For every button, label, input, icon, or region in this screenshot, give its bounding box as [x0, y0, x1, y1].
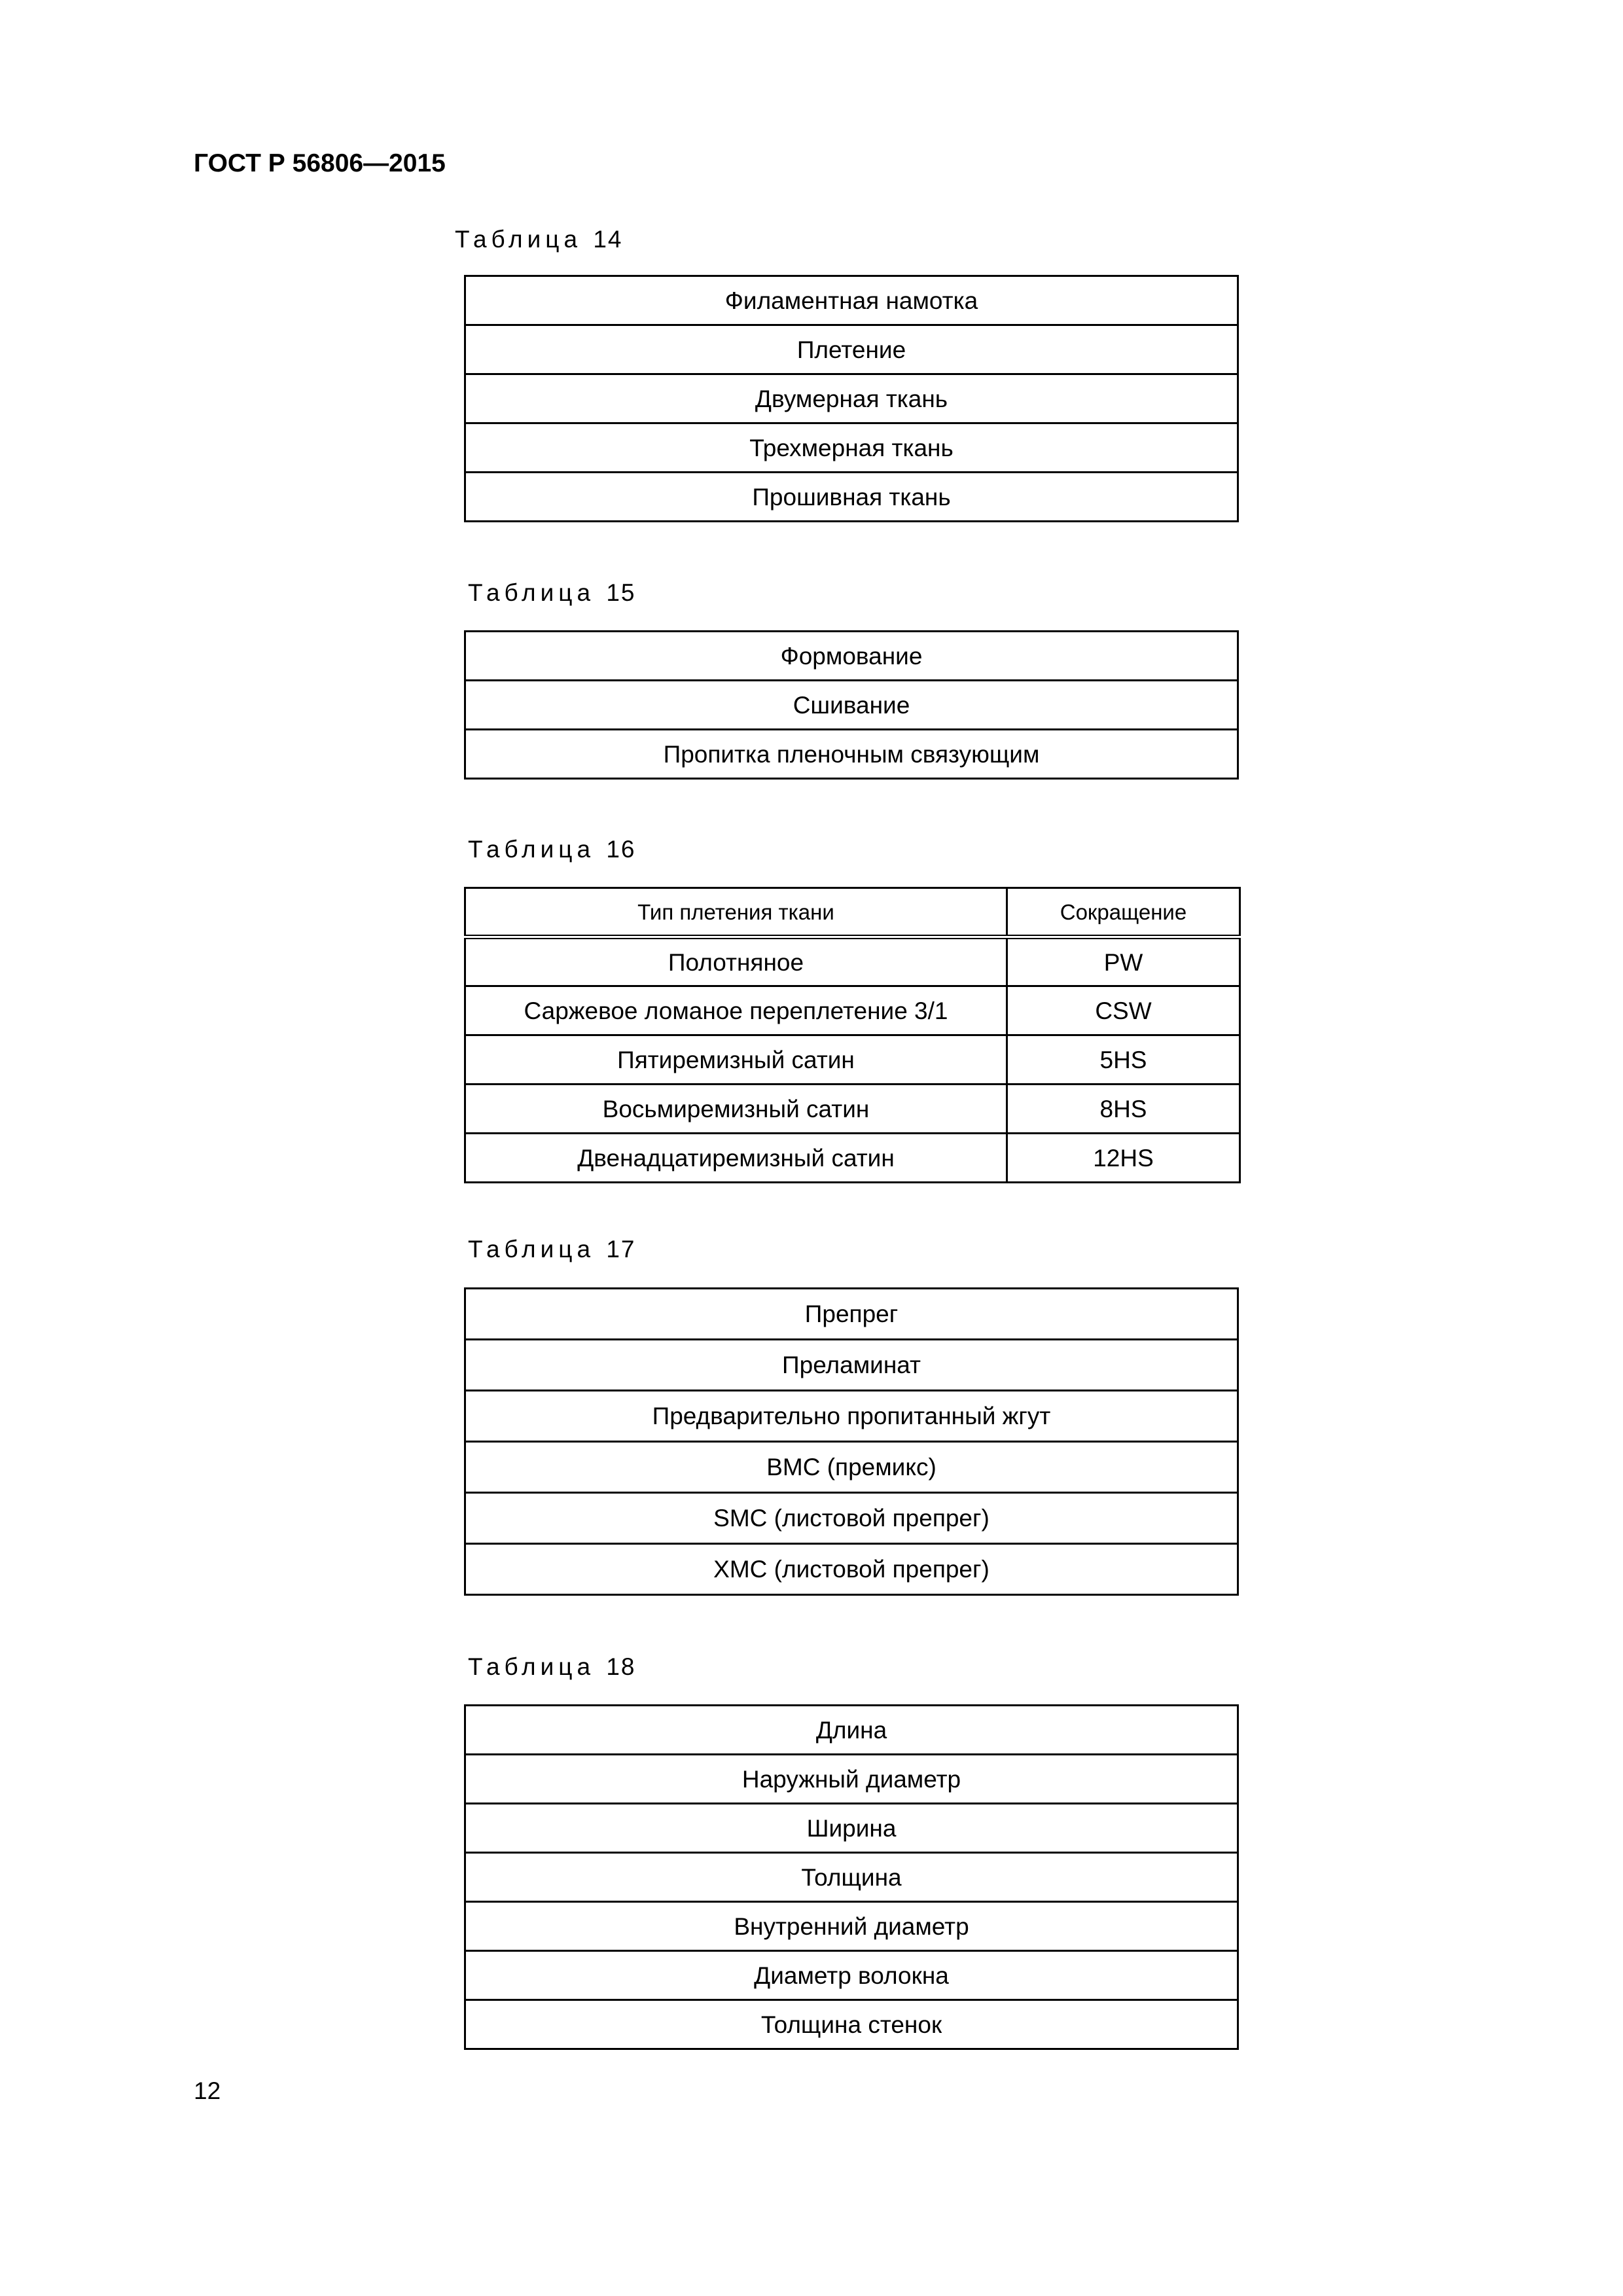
table-cell: Предварительно пропитанный жгут — [465, 1391, 1238, 1442]
table-cell: PW — [1007, 937, 1240, 986]
table-word: Таблица — [455, 226, 582, 253]
table-cell: Наружный диаметр — [465, 1755, 1238, 1804]
table-cell: Сшивание — [465, 681, 1238, 730]
table-cell: 12HS — [1007, 1134, 1240, 1183]
table-cell: Внутренний диаметр — [465, 1902, 1238, 1951]
table-row — [465, 986, 1240, 1035]
table-word: Таблица — [468, 1236, 596, 1263]
table-number: 18 — [606, 1653, 636, 1680]
document-header: ГОСТ Р 56806—2015 — [194, 149, 446, 177]
table-row — [465, 937, 1240, 986]
table-cell: Толщина — [465, 1853, 1238, 1902]
table-cell: Толщина стенок — [465, 2000, 1238, 2049]
table-cell: Формование — [465, 632, 1238, 681]
table-cell: Саржевое ломаное переплетение 3/1 — [465, 986, 1007, 1035]
table-cell: Препрег — [465, 1289, 1238, 1340]
table-18-caption — [468, 1653, 636, 1681]
table-cell: Длина — [465, 1706, 1238, 1755]
table-18 — [464, 1704, 1239, 2050]
table-cell: SMC (листовой препрег) — [465, 1493, 1238, 1544]
table-number: 16 — [606, 836, 636, 863]
table-15 — [464, 630, 1239, 780]
table-row — [465, 1085, 1240, 1134]
table-number: 17 — [606, 1236, 636, 1263]
table-number: 15 — [606, 579, 636, 606]
table-14-caption — [455, 226, 623, 253]
table-cell: Плетение — [465, 325, 1238, 374]
table-cell: Пропитка пленочным связующим — [465, 730, 1238, 779]
table-16-caption — [468, 836, 636, 863]
table-cell: Трехмерная ткань — [465, 423, 1238, 473]
table-cell: CSW — [1007, 986, 1240, 1035]
table-15-caption — [468, 579, 636, 607]
column-header: Тип плетения ткани — [465, 888, 1007, 937]
table-number: 14 — [593, 226, 623, 253]
table-row — [465, 1035, 1240, 1085]
table-cell: Двенадцатиремизный сатин — [465, 1134, 1007, 1183]
table-row — [465, 1134, 1240, 1183]
table-word: Таблица — [468, 579, 596, 606]
table-cell: ХМС (листовой препрег) — [465, 1544, 1238, 1595]
table-cell: 8HS — [1007, 1085, 1240, 1134]
table-cell: Преламинат — [465, 1340, 1238, 1391]
table-cell: Полотняное — [465, 937, 1007, 986]
page-number: 12 — [194, 2077, 221, 2104]
table-cell: ВМС (премикс) — [465, 1442, 1238, 1493]
table-17-caption — [468, 1236, 636, 1263]
table-cell: Ширина — [465, 1804, 1238, 1853]
column-header: Сокращение — [1007, 888, 1240, 937]
table-word: Таблица — [468, 836, 596, 863]
table-cell: Прошивная ткань — [465, 473, 1238, 522]
table-cell: Филаментная намотка — [465, 276, 1238, 325]
table-cell: Пятиремизный сатин — [465, 1035, 1007, 1085]
table-word: Таблица — [468, 1653, 596, 1680]
table-16 — [464, 887, 1241, 1183]
table-14 — [464, 275, 1239, 522]
table-17 — [464, 1287, 1239, 1596]
table-cell: 5HS — [1007, 1035, 1240, 1085]
table-cell: Двумерная ткань — [465, 374, 1238, 423]
table-cell: Восьмиремизный сатин — [465, 1085, 1007, 1134]
table-cell: Диаметр волокна — [465, 1951, 1238, 2000]
